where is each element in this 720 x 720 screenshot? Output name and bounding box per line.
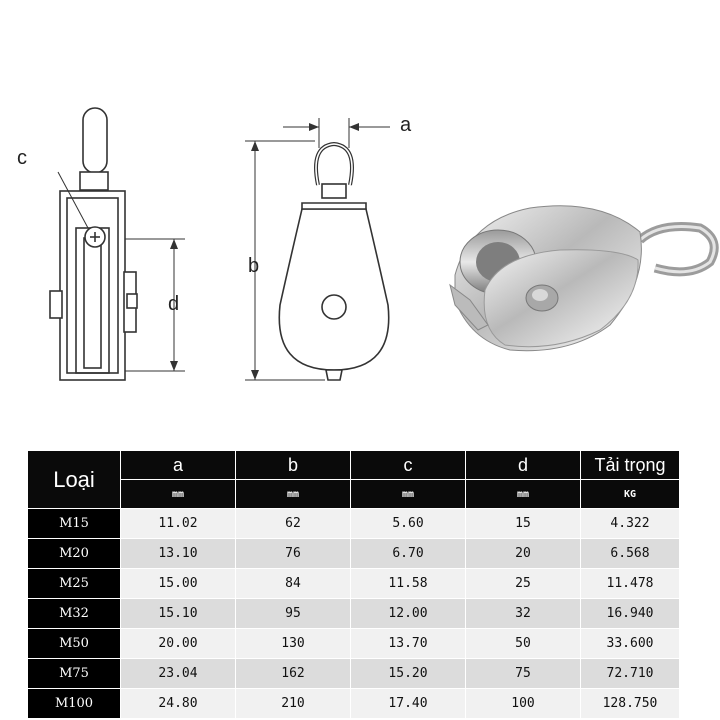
table-row bbox=[28, 509, 680, 539]
cell-b: 84 bbox=[236, 569, 351, 599]
row-model: M50 bbox=[28, 629, 121, 659]
table-row bbox=[28, 569, 680, 599]
header-b: b bbox=[236, 451, 351, 480]
table-row bbox=[28, 539, 680, 569]
cell-d: 100 bbox=[466, 689, 581, 719]
dimension-label-a: a bbox=[400, 114, 412, 136]
unit-a: mm bbox=[121, 480, 236, 509]
dimension-label-d: d bbox=[168, 293, 180, 315]
cell-load: 16.940 bbox=[581, 599, 680, 629]
cell-c: 12.00 bbox=[351, 599, 466, 629]
cell-a: 24.80 bbox=[121, 689, 236, 719]
cell-b: 210 bbox=[236, 689, 351, 719]
cell-c: 5.60 bbox=[351, 509, 466, 539]
cell-b: 95 bbox=[236, 599, 351, 629]
cell-a: 15.10 bbox=[121, 599, 236, 629]
cell-d: 50 bbox=[466, 629, 581, 659]
cell-c: 15.20 bbox=[351, 659, 466, 689]
header-a: a bbox=[121, 451, 236, 480]
cell-b: 130 bbox=[236, 629, 351, 659]
cell-a: 15.00 bbox=[121, 569, 236, 599]
unit-load: KG bbox=[581, 480, 680, 509]
cell-d: 75 bbox=[466, 659, 581, 689]
row-model: M100 bbox=[28, 689, 121, 719]
cell-a: 11.02 bbox=[121, 509, 236, 539]
pulley-side-view bbox=[50, 108, 185, 380]
cell-c: 17.40 bbox=[351, 689, 466, 719]
cell-d: 32 bbox=[466, 599, 581, 629]
cell-d: 25 bbox=[466, 569, 581, 599]
cell-load: 4.322 bbox=[581, 509, 680, 539]
row-model: M25 bbox=[28, 569, 121, 599]
table-row bbox=[28, 689, 680, 719]
cell-c: 13.70 bbox=[351, 629, 466, 659]
cell-a: 20.00 bbox=[121, 629, 236, 659]
cell-a: 23.04 bbox=[121, 659, 236, 689]
header-d: d bbox=[466, 451, 581, 480]
row-model: M32 bbox=[28, 599, 121, 629]
header-load: Tải trọng bbox=[581, 451, 680, 480]
cell-load: 6.568 bbox=[581, 539, 680, 569]
unit-d: mm bbox=[466, 480, 581, 509]
table-row bbox=[28, 599, 680, 629]
cell-load: 128.750 bbox=[581, 689, 680, 719]
pulley-front-view bbox=[245, 118, 390, 380]
header-c: c bbox=[351, 451, 466, 480]
cell-load: 11.478 bbox=[581, 569, 680, 599]
cell-b: 162 bbox=[236, 659, 351, 689]
spec-table bbox=[27, 450, 680, 719]
cell-b: 62 bbox=[236, 509, 351, 539]
cell-c: 11.58 bbox=[351, 569, 466, 599]
cell-d: 20 bbox=[466, 539, 581, 569]
dimension-label-b: b bbox=[248, 255, 260, 277]
cell-c: 6.70 bbox=[351, 539, 466, 569]
row-model: M20 bbox=[28, 539, 121, 569]
cell-load: 72.710 bbox=[581, 659, 680, 689]
dimension-label-c: c bbox=[17, 147, 27, 169]
unit-b: mm bbox=[236, 480, 351, 509]
row-model: M15 bbox=[28, 509, 121, 539]
row-model: M75 bbox=[28, 659, 121, 689]
header-type: Loại bbox=[28, 451, 121, 509]
pulley-product-image bbox=[450, 206, 714, 351]
unit-c: mm bbox=[351, 480, 466, 509]
cell-load: 33.600 bbox=[581, 629, 680, 659]
cell-a: 13.10 bbox=[121, 539, 236, 569]
cell-b: 76 bbox=[236, 539, 351, 569]
table-row bbox=[28, 629, 680, 659]
cell-d: 15 bbox=[466, 509, 581, 539]
table-row bbox=[28, 659, 680, 689]
